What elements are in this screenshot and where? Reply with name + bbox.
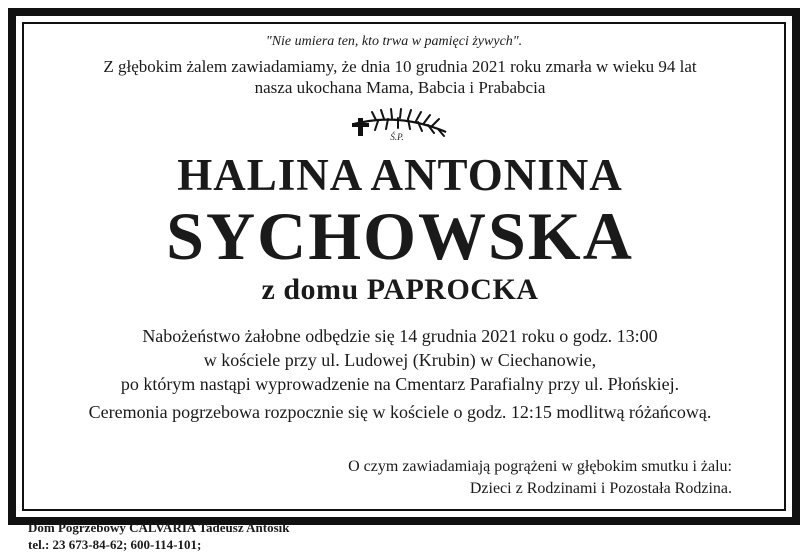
funeral-home-name: Dom Pogrzebowy CALVARIA Tadeusz Antosik: [28, 520, 290, 535]
deceased-maiden-name: z domu PAPROCKA: [261, 273, 539, 306]
announcement-line-2: nasza ukochana Mama, Babcia i Prababcia: [254, 78, 546, 97]
closing-line-1: O czym zawiadamiają pogrążeni w głębokim smutku i żalu:: [348, 458, 732, 475]
cross-with-palm-icon: [348, 106, 452, 150]
service-line-4: Ceremonia pogrzebowa rozpocznie się w kościele o godz. 12:15 modlitwą różańcową.: [88, 402, 712, 422]
service-line-1: Nabożeństwo żałobne odbędzie się 14 grudnia 2021 roku o godz. 13:00: [142, 326, 658, 346]
service-line-3: po którym nastąpi wyprowadzenie na Cmentarz Parafialny przy ul. Płońskiej.: [120, 374, 680, 394]
deceased-first-names: HALINA ANTONINA: [177, 150, 623, 200]
closing-line-2: Dzieci z Rodzinami i Pozostała Rodzina.: [469, 480, 732, 497]
service-line-2: w kościele przy ul. Ludowej (Krubin) w Ciechanowie,: [203, 350, 597, 370]
sp-abbreviation: Ś.P.: [390, 132, 404, 142]
funeral-home-phones: tel.: 23 673-84-62; 600-114-101;: [28, 537, 202, 552]
announcement-line-1: Z głębokim żalem zawiadamiamy, że dnia 10 grudnia 2021 roku zmarła w wieku 94 lat: [103, 57, 697, 76]
deceased-surname: SYCHOWSKA: [166, 198, 634, 274]
motto-quote: "Nie umiera ten, kto trwa w pamięci żywych".: [265, 34, 523, 49]
